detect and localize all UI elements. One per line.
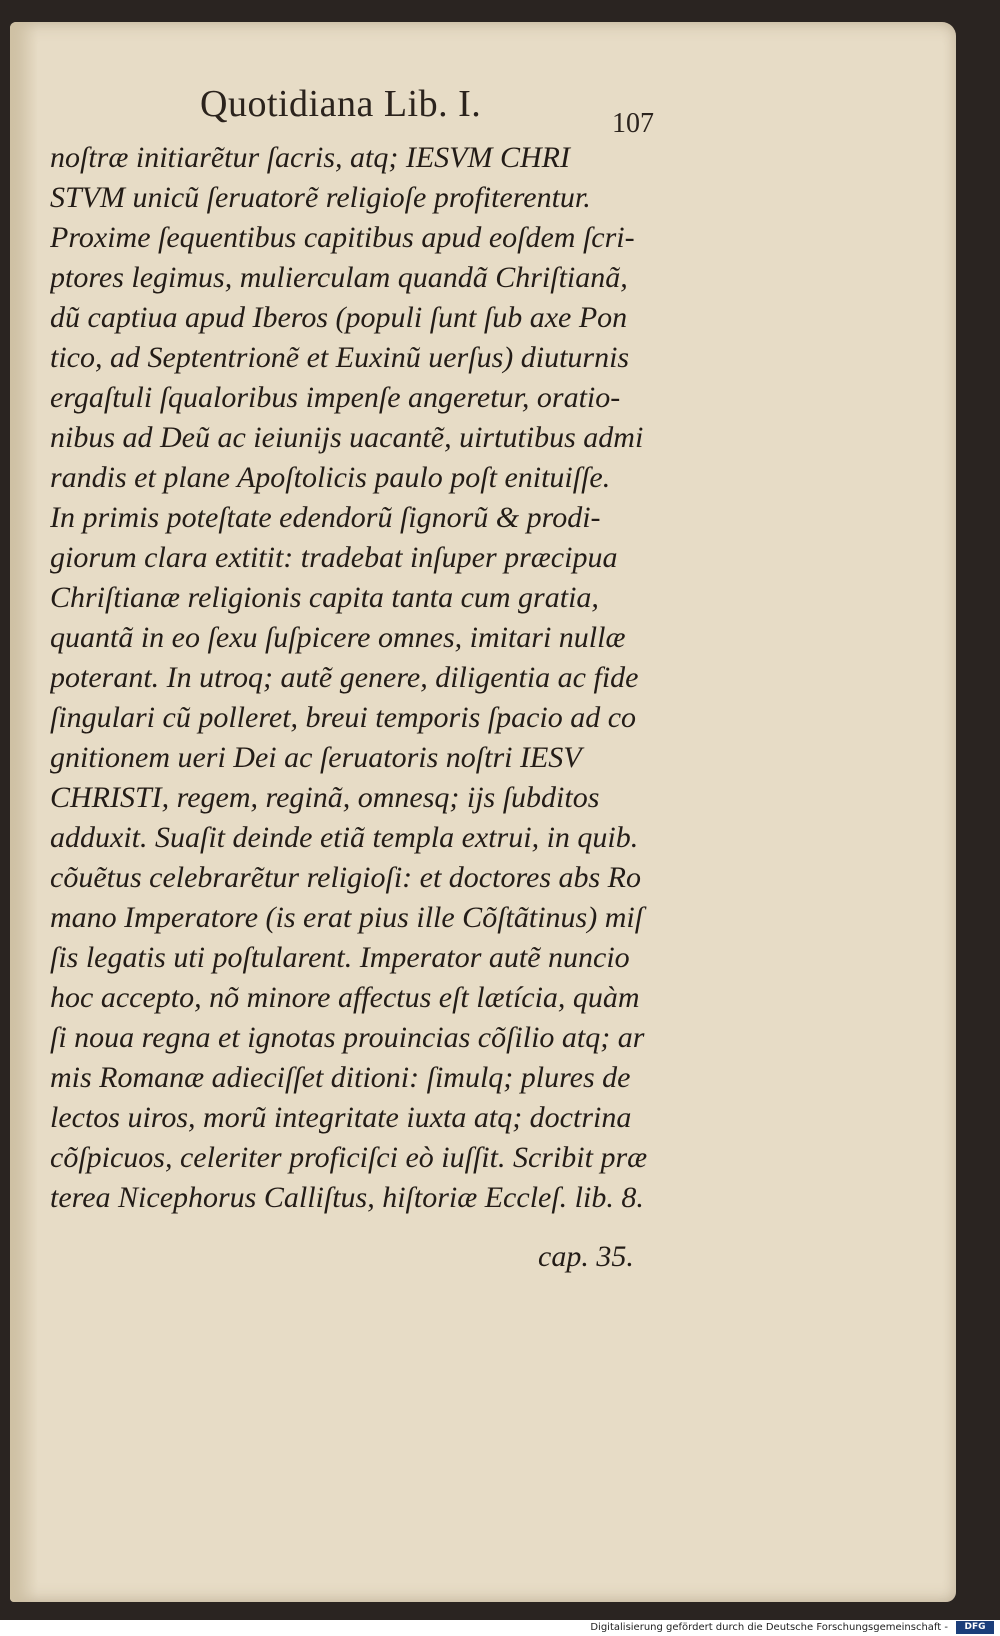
dfg-logo[interactable]: DFG [956, 1621, 994, 1634]
page-number: 107 [612, 108, 654, 139]
body-text [50, 138, 650, 1218]
text-line: adduxit. Suaſit deinde etiã templa extrui, in quib. [50, 821, 639, 854]
text-line: poterant. In utroq; autẽ genere, diligentia ac fide [50, 661, 639, 694]
text-line: mano Imperatore (is erat pius ille Cõſtãtinus) miſ [50, 901, 644, 934]
text-line: ſis legatis uti poſtularent. Imperator autẽ nuncio [50, 941, 630, 974]
text-line: gnitionem ueri Dei ac ſeruatoris noſtri IESV [50, 741, 582, 774]
catchword: cap. 35. [538, 1240, 634, 1273]
text-line: tico, ad Septentrionẽ et Euxinũ uerſus) diuturnis [50, 341, 630, 374]
text-line: dũ captiua apud Iberos (populi ſunt ſub axe Pon [50, 301, 628, 334]
running-head: Quotidiana Lib. I. [200, 83, 482, 125]
text-line: lectos uiros, morũ integritate iuxta atq; doctrina [50, 1101, 632, 1134]
text-line: STVM unicũ ſeruatorẽ religioſe profiterentur. [50, 181, 591, 214]
text-line: CHRISTI, regem, reginã, omnesq; ijs ſubditos [50, 781, 600, 814]
text-line: giorum clara extitit: tradebat inſuper præcipua [50, 541, 618, 574]
text-line: terea Nicephorus Calliſtus, hiſtoriæ Eccleſ. lib. 8. [50, 1181, 644, 1214]
text-line: cõuẽtus celebrarẽtur religioſi: et doctores abs Ro [50, 861, 641, 894]
text-line: nibus ad Deũ ac ieiunijs uacantẽ, uirtutibus admi [50, 421, 644, 454]
text-line: Chriſtianæ religionis capita tanta cum gratia, [50, 581, 599, 614]
text-line: In primis poteſtate edendorũ ſignorũ & prodi- [50, 501, 601, 534]
text-line: cõſpicuos, celeriter proficiſci eò iuſſit. Scribit præ [50, 1141, 648, 1174]
page-gutter-shadow [10, 22, 38, 1602]
text-line: quantã in eo ſexu ſuſpicere omnes, imitari nullæ [50, 621, 626, 654]
footer-bar [0, 1620, 1000, 1636]
text-line: Proxime ſequentibus capitibus apud eoſdem ſcri- [50, 221, 635, 254]
text-line: mis Romanæ adieciſſet ditioni: ſimulq; plures de [50, 1061, 631, 1094]
text-line: ptores legimus, mulierculam quandã Chriſtianã, [50, 261, 628, 294]
funding-credit: Digitalisierung gefördert durch die Deutsche Forschungsgemeinschaft - [590, 1622, 948, 1633]
text-line: ergaſtuli ſqualoribus impenſe angeretur, oratio- [50, 381, 621, 414]
text-line: noſtræ initiarẽtur ſacris, atq; IESVM CHRI [50, 141, 570, 174]
text-line: ſingulari cũ polleret, breui temporis ſpacio ad co [50, 701, 637, 734]
text-line: ſi noua regna et ignotas prouincias cõſilio atq; ar [50, 1021, 645, 1054]
text-line: randis et plane Apoſtolicis paulo poſt enituiſſe. [50, 461, 611, 494]
text-line: hoc accepto, nõ minore affectus eſt lætícia, quàm [50, 981, 640, 1014]
